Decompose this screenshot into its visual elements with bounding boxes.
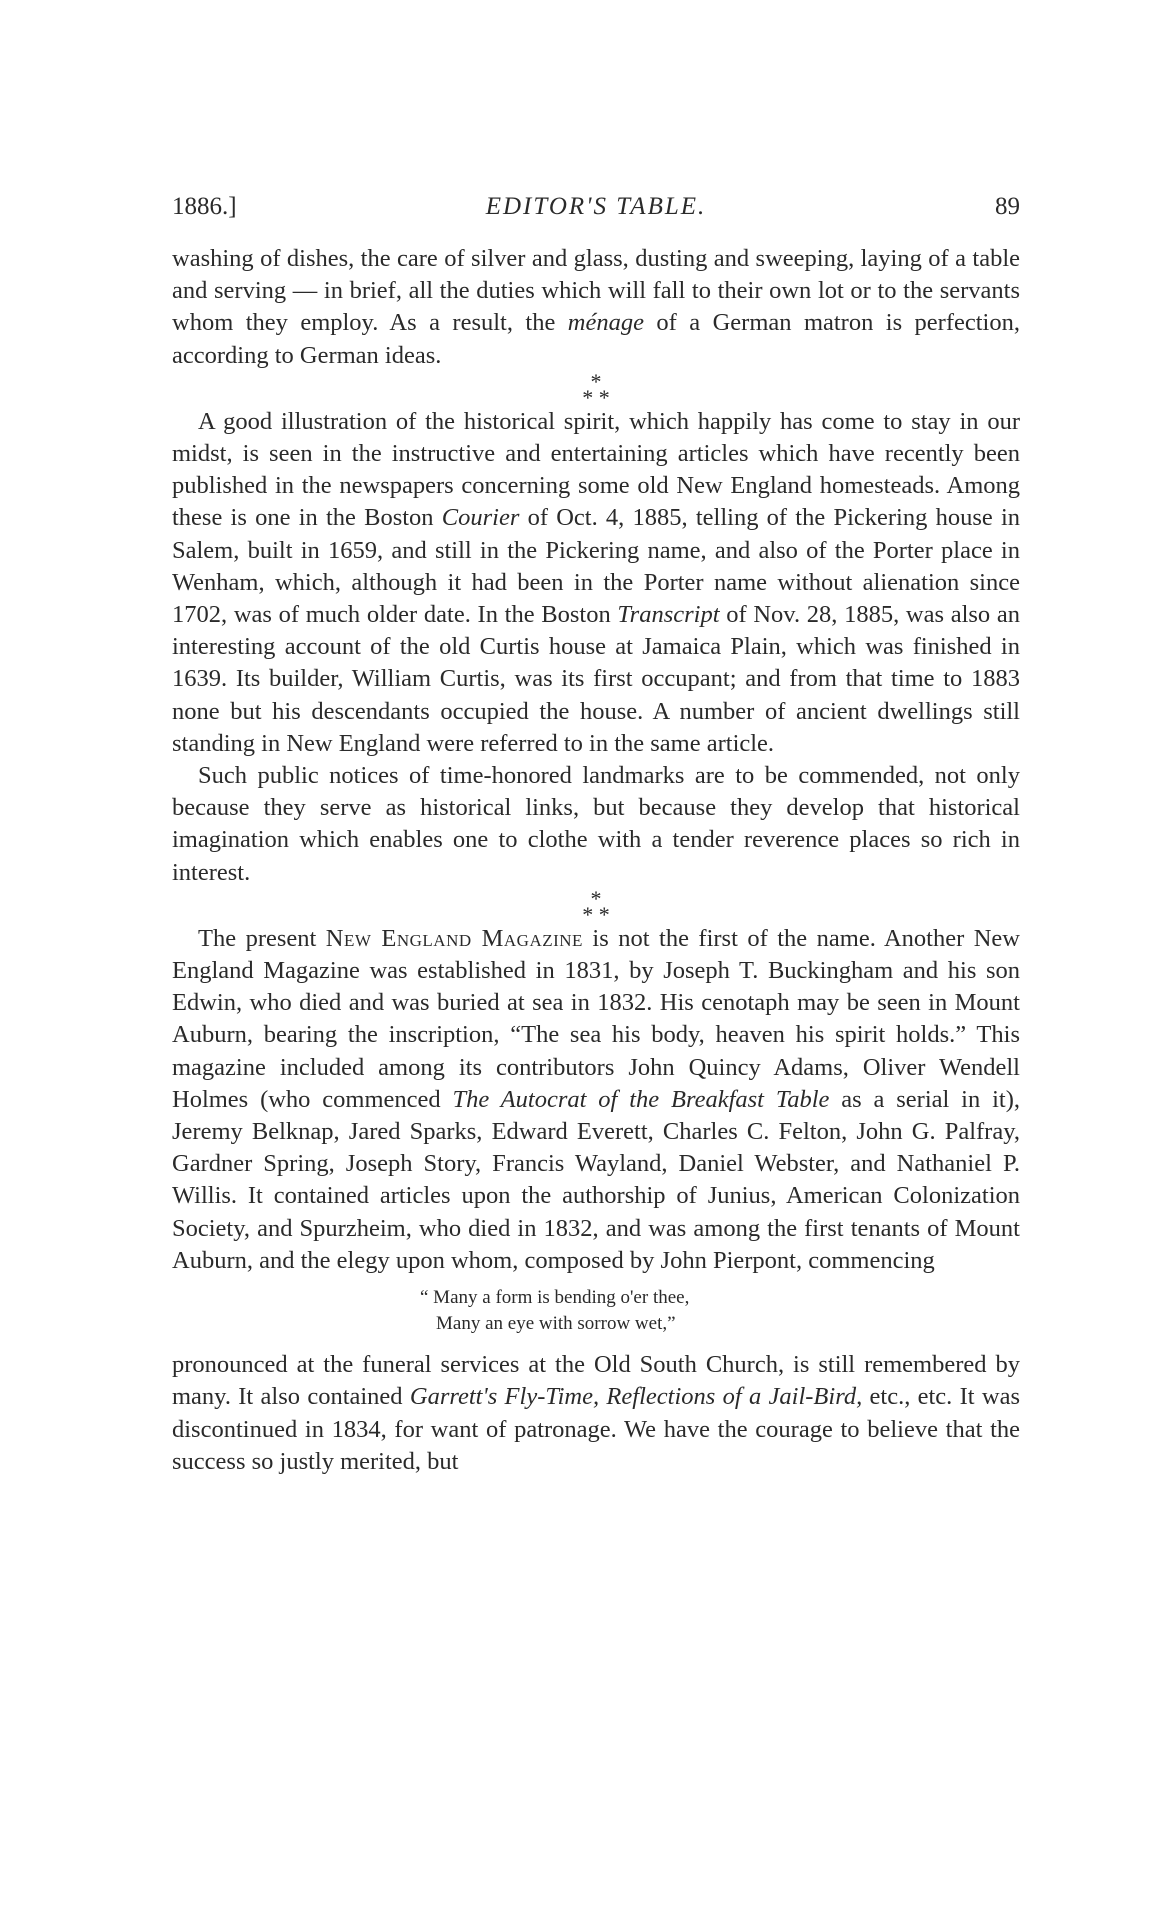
asterism-divider-2 xyxy=(172,885,1020,927)
paragraph-3-text-1: Such public notices of time-honored landmarks are to be commended, not only because they serve as historical links, but because they develop that historical imagination which enables one to clothe with a tender reverence places so rich in interest. xyxy=(172,762,1020,886)
running-head-year: 1886.] xyxy=(172,193,237,220)
paragraph-5-text-2: etc., etc. It was discontinued in 1834, for want of patronage. We have the courage to believe that the success so justly merited, but xyxy=(172,1383,1020,1475)
paragraph-menage xyxy=(172,243,1020,372)
elegy-quote xyxy=(172,1285,1020,1337)
paragraph-2-text-2: of Oct. 4, 1885, telling of the Pickering house in Salem, built in 1659, and still in the Pickering name, and also of the Porter place in Wenham, which, although it had been in the Porter name without alienation since 1702, was of much older date. In the Boston xyxy=(172,504,1020,629)
paragraph-5-italic-titles: Garrett's Fly-Time, Reflections of a Jail-Bird, xyxy=(409,1383,863,1411)
paragraph-homesteads xyxy=(172,406,1020,760)
paragraph-funeral xyxy=(172,1349,1020,1478)
running-head xyxy=(172,190,1020,224)
asterism-1-glyph: * * * xyxy=(582,368,610,410)
paragraph-4-smallcaps-magazine: New England Magazine xyxy=(325,924,583,952)
quote-line-1: “ Many a form is bending o'er thee, xyxy=(420,1287,690,1309)
body-text xyxy=(172,243,1020,1478)
quote-line-2: Many an eye with sorrow wet,” xyxy=(436,1313,676,1335)
running-head-title: EDITOR'S TABLE. xyxy=(485,193,707,220)
asterism-divider-1 xyxy=(172,368,1020,410)
paragraph-2-italic-courier: Courier xyxy=(441,504,520,532)
paragraph-4-text-2: is not the first of the name. Another New England Magazine was established in 1831, by Joseph T. Buckingham and his son Edwin, who died and was buried at sea in 1832. His cenotaph may be seen in Mount Auburn, bearing the inscription, “The sea his body, heaven his spirit holds.” This magazine included among its contributors John Quincy Adams, Oliver Wendell Holmes (who commenced xyxy=(172,924,1020,1113)
asterism-2-glyph: * * * xyxy=(582,885,610,927)
paragraph-4-italic-autocrat: The Autocrat of the Breakfast Table xyxy=(452,1085,830,1113)
paragraph-2-text-1: A good illustration of the historical spirit, which happily has come to stay in our midst, is seen in the instructive and entertaining articles which have recently been published in the newspapers concerning some old New England homesteads. Among these is one in the Boston xyxy=(172,407,1020,532)
paragraph-5-text-1: pronounced at the funeral services at the Old South Church, is still remembered by many. It also contained xyxy=(172,1351,1020,1411)
paragraph-2-text-3: of Nov. 28, 1885, was also an interesting account of the old Curtis house at Jamaica Plain, which was finished in 1639. Its builder, William Curtis, was its first occupant; and from that time to 1883 none but his descendants occupied the house. A number of ancient dwellings still standing in New England were referred to in the same article. xyxy=(172,601,1021,757)
page-number: 89 xyxy=(995,193,1020,220)
paragraph-4-text-1: The present xyxy=(198,924,326,952)
paragraph-1-italic-menage: ménage xyxy=(567,309,644,337)
paragraph-4-text-3: as a serial in it), Jeremy Belknap, Jared Sparks, Edward Everett, Charles C. Felton, John G. Palfray, Gardner Spring, Joseph Story, Francis Wayland, Daniel Webster, and Nathaniel P. Willis. It contained articles upon the authorship of Junius, American Colonization Society, and Spurzheim, who died in 1832, and was among the first tenants of Mount Auburn, and the elegy upon whom, composed by John Pierpont, commencing xyxy=(172,1085,1020,1274)
paragraph-magazine-history xyxy=(172,923,1020,1277)
paragraph-1-text-2: of a German matron is perfection, according to German ideas. xyxy=(172,309,1020,369)
paragraph-landmarks xyxy=(172,760,1020,889)
paragraph-2-italic-transcript: Transcript xyxy=(617,601,720,629)
paragraph-1-text-1: washing of dishes, the care of silver and glass, dusting and sweeping, laying of a table and serving — in brief, all the duties which will fall to their own lot or to the servants whom they employ. As a result, the xyxy=(172,245,1020,337)
